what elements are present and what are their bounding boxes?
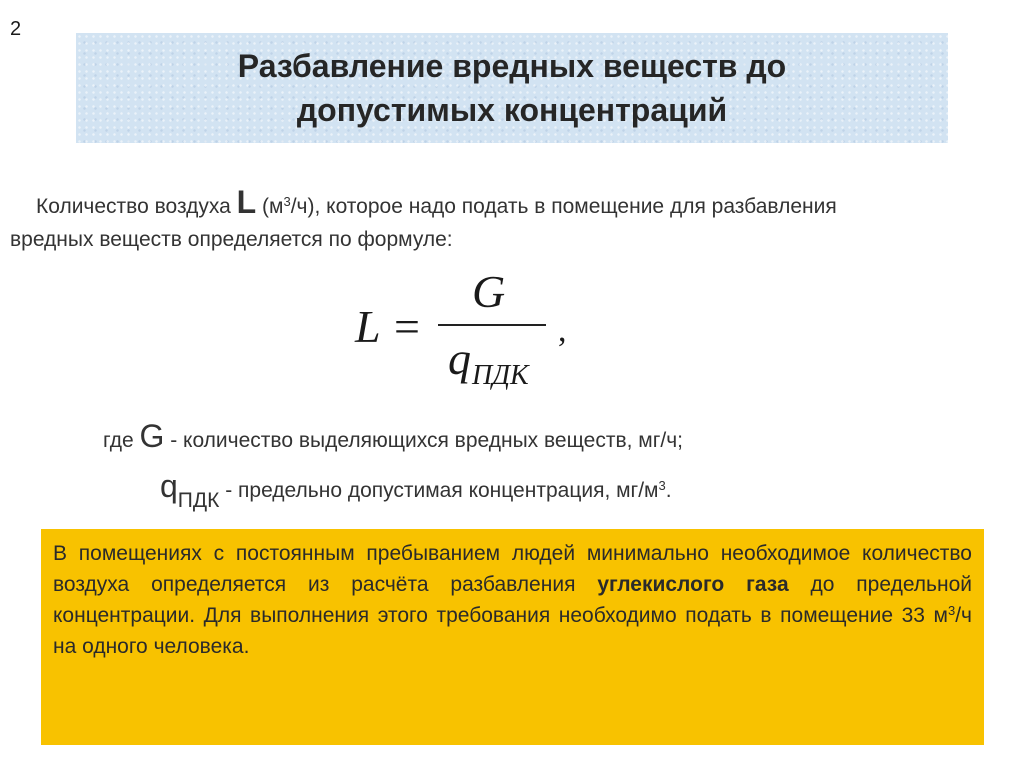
G-symbol: G xyxy=(139,418,165,454)
formula xyxy=(350,262,590,402)
unit-prefix: (м xyxy=(256,195,284,218)
formula-denominator-subscript: ПДК xyxy=(472,360,529,391)
intro-text: Количество воздуха xyxy=(36,195,237,218)
slide-title xyxy=(238,44,786,132)
formula-equals: = xyxy=(394,301,420,352)
formula-comma: , xyxy=(558,312,567,349)
unit-superscript: 3 xyxy=(283,194,291,209)
definition-q xyxy=(160,468,672,512)
q-description: - предельно допустимая концентрация, мг/м xyxy=(219,479,659,502)
q-unit-superscript: 3 xyxy=(658,478,666,493)
title-line-2: допустимых концентраций xyxy=(296,92,728,128)
note-bold-term: углекислого газа xyxy=(597,573,789,596)
fraction-bar xyxy=(438,324,546,326)
formula-numerator: G xyxy=(472,266,506,317)
title-banner xyxy=(76,33,948,143)
slide-number: 2 xyxy=(10,18,22,40)
where-label: где xyxy=(103,429,140,452)
title-line-1: Разбавление вредных веществ до xyxy=(237,48,787,84)
intro-line-1 xyxy=(10,186,1020,223)
definition-G xyxy=(103,418,683,455)
intro-line-2: вредных веществ определяется по формуле: xyxy=(10,228,453,251)
G-description: - количество выделяющихся вредных веществ, мг/ч; xyxy=(164,429,683,452)
air-quantity-symbol: L xyxy=(236,184,257,220)
note-text-2: до предельной концентрации. Для выполнения этого требования необходимо подать в помещение 33 м xyxy=(53,573,973,627)
q-symbol: q xyxy=(160,468,178,504)
q-end: . xyxy=(665,479,672,502)
intro-continuation: /ч), которое надо подать в помещение для разбавления xyxy=(290,195,837,218)
note-box xyxy=(41,529,984,745)
q-subscript: ПДК xyxy=(177,489,220,512)
note-text-3: /ч на одного человека. xyxy=(53,604,972,658)
formula-lhs: L xyxy=(355,301,381,352)
note-text-1: В помещениях с постоянным пребыванием людей минимально необходимое количество воздуха определяется из расчёта разбавления xyxy=(53,542,972,596)
intro-paragraph xyxy=(10,186,1020,256)
formula-denominator: q xyxy=(448,333,471,384)
note-superscript: 3 xyxy=(947,603,956,618)
